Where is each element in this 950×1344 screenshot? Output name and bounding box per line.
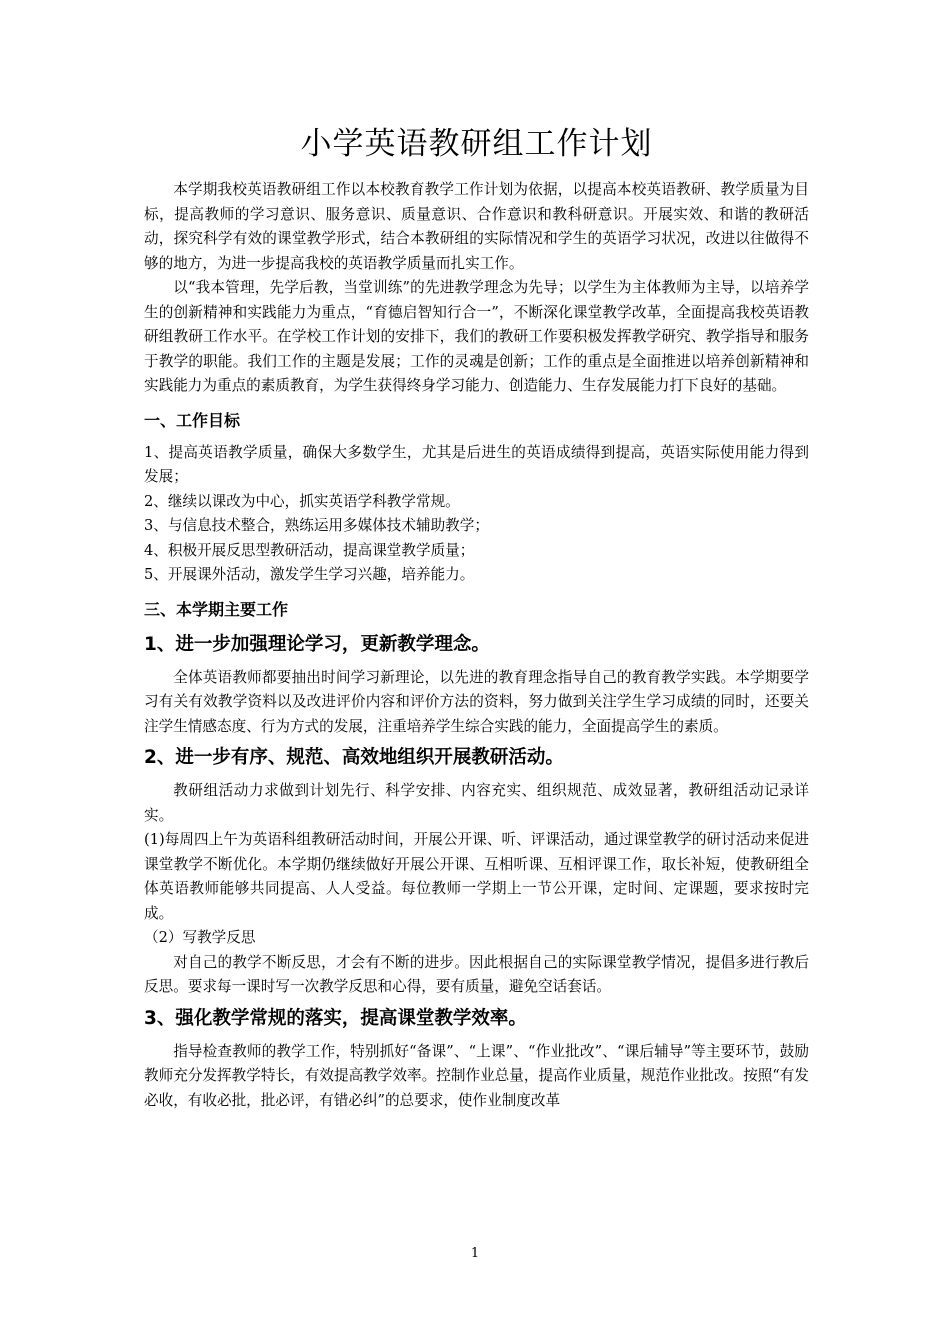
work-paragraph-1: 全体英语教师都要抽出时间学习新理论，以先进的教育理念指导自己的教育教学实践。本学期要学习有关有效教学资料以及改进评价内容和评价方法的资料，努力做到关注学生学习成绩的同时，还要关注学生情感态度、行为方式的发展，注重培养学生综合实践的能力，全面提高学生的素质。 <box>144 668 809 735</box>
work-paragraph-3: 指导检查教师的教学工作，特别抓好“备课”、“上课”、“作业批改”、“课后辅导”等主要环节，鼓励教师充分发挥教学特长，有效提高教学效率。控制作业总量，提高作业质量，规范作业批改。按照“有发必收，有收必批，批必评，有错必纠”的总要求，使作业制度改革 <box>144 1042 809 1109</box>
page-number: 1 <box>470 1246 480 1261</box>
goal-item: 5、开展课外活动，激发学生学习兴趣，培养能力。 <box>144 566 475 583</box>
work-paragraph-2: 教研组活动力求做到计划先行、科学安排、内容充实、组织规范、成效显著，教研组活动记录详实。 <box>144 782 809 824</box>
work-heading-2: 2、进一步有序、规范、高效地组织开展教研活动。 <box>144 747 564 768</box>
section-heading-main-work: 三、本学期主要工作 <box>144 599 289 619</box>
goal-item: 2、继续以课改为中心，抓实英语学科教学常规。 <box>144 492 460 510</box>
work-item-2-1: (1)每周四上午为英语科组教研活动时间，开展公开课、听、评课活动，通过课堂教学的研讨活动来促进课堂教学不断优化。本学期仍继续做好开展公开课、互相听课、互相评课工作，取长补短，使教研组全体英语教师能够共同提高、人人受益。每位教师一学期上一节公开课，定时间、定课题，要求按时完成。 <box>144 831 809 922</box>
work-item-2-2-text: 对自己的教学不断反思，才会有不断的进步。因此根据自己的实际课堂教学情况，提倡多进行教后反思。要求每一课时写一次教学反思和心得，要有质量，避免空话套话。 <box>144 953 809 995</box>
section-heading-goals: 一、工作目标 <box>144 410 241 430</box>
work-item-2-2-label: （2）写教学反思 <box>144 929 256 946</box>
intro-paragraph-2: 以“我本管理，先学后教，当堂训练”的先进教学理念为先导；以学生为主体教师为主导，以培养学生的创新精神和实践能力为重点，“育德启智知行合一”，不断深化课堂教学改革，全面提高我校英语教研组教研工作水平。在学校工作计划的安排下，我们的教研工作要积极发挥教学研究、教学指导和服务于教学的职能。我们工作的主题是发展；工作的灵魂是创新；工作的重点是全面推进以培养创新精神和实践能力为重点的素质教育，为学生获得终身学习能力、创造能力、生存发展能力打下良好的基础。 <box>144 279 809 394</box>
document-title: 小学英语教研组工作计划 <box>300 126 653 162</box>
intro-paragraph-1: 本学期我校英语教研组工作以本校教育教学工作计划为依据，以提高本校英语教研、教学质量为目标，提高教师的学习意识、服务意识、质量意识、合作意识和教科研意识。开展实效、和谐的教研活动，探究科学有效的课堂教学形式，结合本教研组的实际情况和学生的英语学习状况，改进以往做得不够的地方，为进一步提高我校的英语教学质量而扎实工作。 <box>144 181 809 272</box>
document-body <box>144 120 809 1113</box>
goal-item: 4、积极开展反思型教研活动，提高课堂教学质量； <box>144 541 475 559</box>
work-heading-3: 3、强化教学常规的落实，提高课堂教学效率。 <box>144 1007 527 1029</box>
goal-item: 3、与信息技术整合，熟练运用多媒体技术辅助教学； <box>144 517 489 534</box>
goal-item: 1、提高英语教学质量，确保大多数学生，尤其是后进生的英语成绩得到提高，英语实际使用能力得到发展； <box>144 443 809 485</box>
work-heading-1: 1、进一步加强理论学习，更新教学理念。 <box>144 633 490 655</box>
goals-list <box>144 441 809 588</box>
